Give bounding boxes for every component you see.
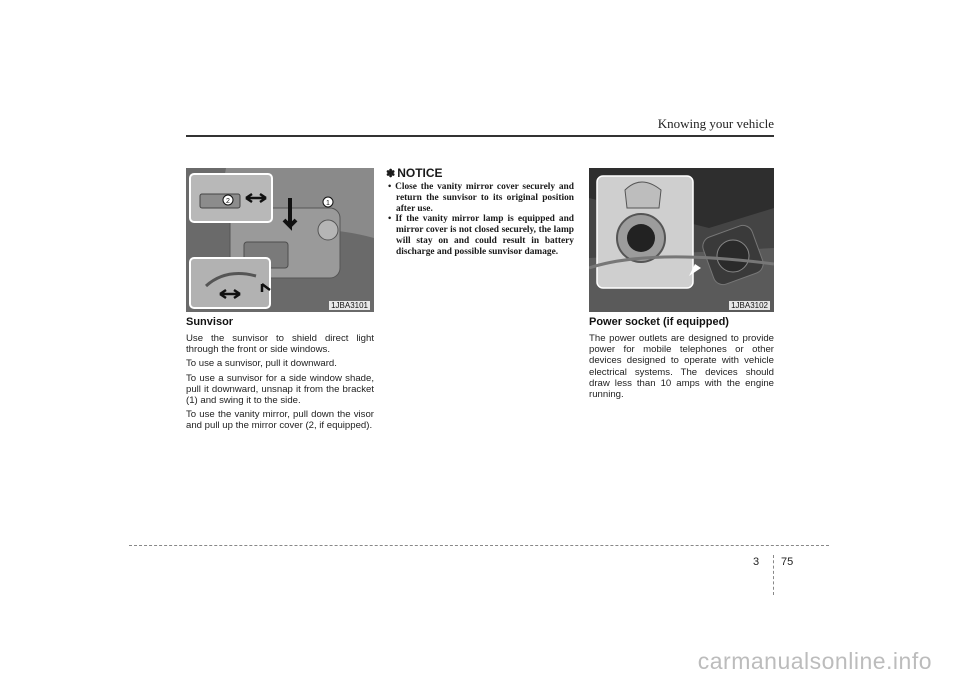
header-rule: [186, 135, 774, 137]
section-title: Knowing your vehicle: [657, 116, 774, 131]
callout-2: 2: [226, 198, 230, 205]
sunvisor-paragraph: To use a sunvisor for a side window shade, pull it downward, unsnap it from the bracket (1) and swing it to the side.: [186, 372, 374, 407]
chapter-number: 3: [753, 556, 760, 568]
image-code: 1JBA3102: [731, 301, 768, 310]
sunvisor-paragraph: To use the vanity mirror, pull down the visor and pull up the mirror cover (2, if equipped).: [186, 409, 374, 432]
power-socket-illustration: [589, 168, 774, 312]
power-socket-section: [589, 316, 774, 403]
footer-rule: [129, 545, 829, 546]
sunvisor-heading: Sunvisor: [186, 316, 234, 328]
sunvisor-paragraph: To use a sunvisor, pull it downward.: [186, 358, 337, 370]
callout-1: 1: [326, 200, 330, 207]
notice-item: • Close the vanity mirror cover securely and return the sunvisor to its original position after use.: [388, 182, 574, 214]
watermark: carmanualsonline.info: [697, 648, 932, 674]
power-socket-drawing: [589, 168, 774, 312]
sunvisor-drawing: [186, 168, 374, 312]
power-socket-heading: Power socket (if equipped): [589, 316, 729, 328]
footer-divider: [773, 555, 774, 595]
notice-title-text: NOTICE: [397, 166, 443, 180]
sunvisor-section: [186, 316, 374, 435]
notice-box: [386, 166, 574, 258]
notice-icon: ✽: [386, 167, 396, 180]
page-number: 75: [781, 556, 794, 568]
sunvisor-paragraph: Use the sunvisor to shield direct light through the front or side windows.: [186, 333, 374, 356]
image-code: 1JBA3101: [331, 301, 368, 310]
notice-item: • If the vanity mirror lamp is equipped and mirror cover is not closed securely, the lamp will stay on and could result in battery discharge and possible sunvisor damage.: [388, 214, 574, 257]
power-socket-paragraph: The power outlets are designed to provide power for mobile telephones or other devices designed to operate with vehicle electrical systems. The devices should draw less than 10 amps with the engine running.: [589, 333, 774, 401]
notice-item-text: Close the vanity mirror cover securely and return the sunvisor to its original position after use.: [395, 182, 574, 214]
notice-item-text: If the vanity mirror lamp is equipped and mirror cover is not closed securely, the lamp will stay on and could result in battery discharge and possible sunvisor damage.: [395, 214, 574, 257]
sunvisor-illustration: [186, 168, 374, 312]
notice-title: [386, 166, 574, 180]
